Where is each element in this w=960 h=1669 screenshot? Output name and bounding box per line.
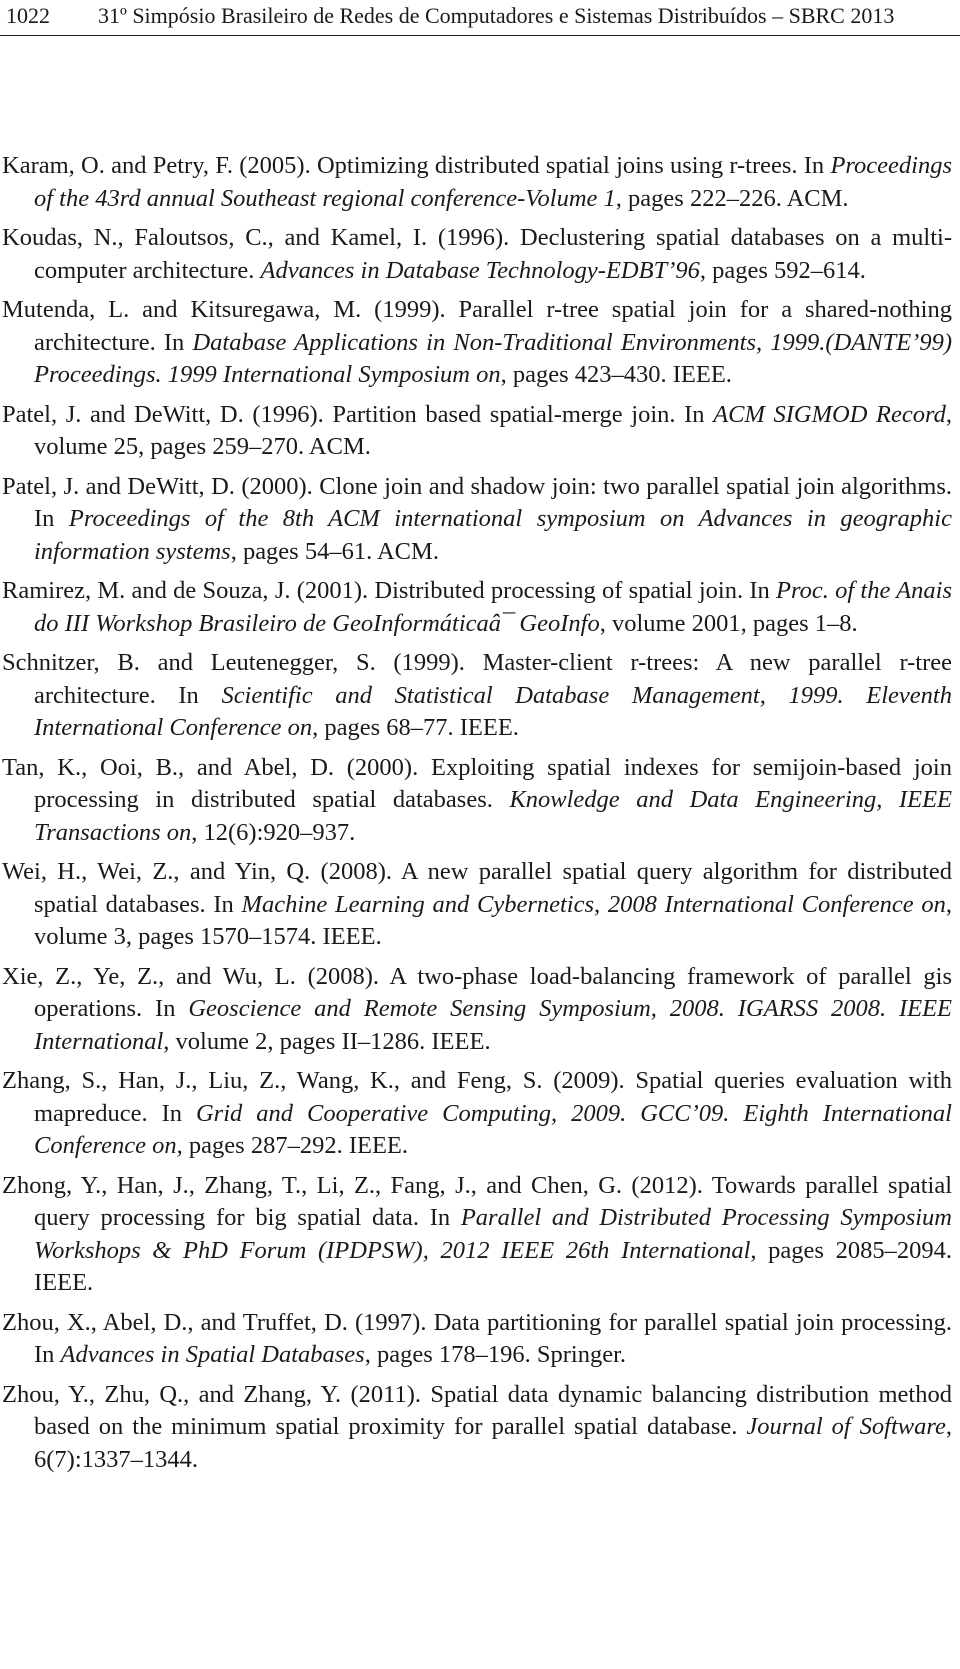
reference-venue: Advances in Database Technology-EDBT’96: [260, 256, 700, 284]
reference-entry: [2, 647, 952, 745]
reference-text: Karam, O. and Petry, F. (2005). Optimizing distributed spatial joins using r-trees. In: [2, 152, 831, 179]
reference-venue: Proc. of the Anais do III Workshop Brasileiro de GeoInformáticaâ¯ GeoInfo: [34, 577, 952, 637]
reference-text: Wei, H., Wei, Z., and Yin, Q. (2008). A new parallel spatial query algorithm for distributed spatial databases. In: [2, 858, 952, 918]
reference-entry: [2, 222, 952, 287]
reference-entry: [2, 575, 952, 640]
reference-text: Zhou, Y., Zhu, Q., and Zhang, Y. (2011). Spatial data dynamic balancing distribution method based on the minimum spatial proximity for parallel spatial database.: [2, 1380, 952, 1440]
reference-text: Mutenda, L. and Kitsuregawa, M. (1999). Parallel r-tree spatial join for a shared-nothing architecture. In: [2, 296, 952, 356]
reference-entry: [2, 1170, 952, 1300]
reference-text: Patel, J. and DeWitt, D. (2000). Clone join and shadow join: two parallel spatial join algorithms. In: [2, 472, 952, 532]
reference-entry: [2, 1307, 952, 1372]
reference-entry: [2, 399, 952, 464]
reference-venue: Scientific and Statistical Database Management, 1999. Eleventh International Conference on: [34, 681, 952, 741]
reference-text: , volume 3, pages 1570–1574. IEEE.: [34, 890, 952, 950]
reference-text: , volume 2001, pages 1–8.: [599, 609, 858, 637]
reference-text: , pages 592–614.: [699, 256, 866, 284]
header-rule: [0, 35, 960, 36]
reference-entry: [2, 961, 952, 1059]
reference-entry: [2, 471, 952, 569]
reference-venue: Journal of Software: [746, 1413, 946, 1440]
page-number: 1022: [6, 3, 50, 28]
reference-text: , pages 287–292. IEEE.: [176, 1132, 408, 1159]
reference-text: , pages 54–61. ACM.: [230, 537, 439, 565]
reference-text: , volume 25, pages 259–270. ACM.: [34, 400, 953, 460]
reference-text: Xie, Z., Ye, Z., and Wu, L. (2008). A two-phase load-balancing framework of parallel gis operations. In: [2, 962, 952, 1022]
reference-text: , pages 178–196. Springer.: [364, 1341, 627, 1368]
reference-text: Ramirez, M. and de Souza, J. (2001). Distributed processing of spatial join. In: [2, 577, 777, 604]
reference-text: Koudas, N., Faloutsos, C., and Kamel, I. (1996). Declustering spatial databases on a multi-computer architecture.: [2, 224, 952, 284]
reference-venue: Proceedings of the 43rd annual Southeast regional conference-Volume 1: [34, 152, 952, 212]
reference-venue: Proceedings of the 8th ACM international symposium on Advances in geographic information systems: [34, 505, 952, 565]
reference-entry: [2, 294, 952, 392]
reference-entry: [2, 150, 952, 215]
reference-text: , pages 222–226. ACM.: [615, 184, 849, 212]
reference-venue: Parallel and Distributed Processing Symposium Workshops & PhD Forum (IPDPSW), 2012 IEEE 26th International: [34, 1204, 952, 1264]
reference-text: Schnitzer, B. and Leutenegger, S. (1999). Master-client r-trees: A new parallel r-tree architecture. In: [2, 649, 952, 709]
reference-venue: Database Applications in Non-Traditional Environments, 1999.(DANTE’99) Proceedings. 1999 International Symposium on: [34, 328, 952, 388]
reference-venue: ACM SIGMOD Record: [713, 400, 946, 428]
reference-venue: Geoscience and Remote Sensing Symposium, 2008. IGARSS 2008. IEEE International: [34, 995, 952, 1055]
reference-text: , pages 423–430. IEEE.: [500, 361, 732, 388]
reference-venue: Knowledge and Data Engineering, IEEE Transactions on: [34, 786, 952, 846]
reference-text: Zhang, S., Han, J., Liu, Z., Wang, K., and Feng, S. (2009). Spatial queries evaluation with mapreduce. In: [2, 1067, 952, 1127]
reference-text: Zhou, X., Abel, D., and Truffet, D. (1997). Data partitioning for parallel spatial join processing. In: [2, 1308, 952, 1368]
reference-entry: [2, 1379, 952, 1477]
reference-text: , pages 2085–2094. IEEE.: [34, 1236, 952, 1296]
reference-entry: [2, 752, 952, 850]
reference-venue: Advances in Spatial Databases: [60, 1341, 365, 1368]
reference-list: [2, 150, 952, 1483]
reference-venue: Machine Learning and Cybernetics, 2008 International Conference on: [241, 890, 946, 918]
reference-venue: Grid and Cooperative Computing, 2009. GCC’09. Eighth International Conference on: [34, 1099, 952, 1159]
reference-entry: [2, 1065, 952, 1163]
reference-text: Patel, J. and DeWitt, D. (1996). Partition based spatial-merge join. In: [2, 400, 714, 428]
reference-text: Tan, K., Ooi, B., and Abel, D. (2000). Exploiting spatial indexes for semijoin-based join processing in distributed spatial databases.: [2, 753, 952, 813]
running-head: 31º Simpósio Brasileiro de Redes de Computadores e Sistemas Distribuídos – SBRC 2013: [98, 3, 895, 28]
reference-text: , 6(7):1337–1344.: [34, 1413, 953, 1473]
reference-entry: [2, 856, 952, 954]
reference-text: , 12(6):920–937.: [191, 818, 356, 846]
reference-text: Zhong, Y., Han, J., Zhang, T., Li, Z., Fang, J., and Chen, G. (2012). Towards parallel spatial query processing for big spatial data. In: [2, 1171, 952, 1231]
page-header: [0, 0, 960, 36]
reference-text: , volume 2, pages II–1286. IEEE.: [163, 1027, 491, 1055]
reference-text: , pages 68–77. IEEE.: [312, 714, 519, 741]
